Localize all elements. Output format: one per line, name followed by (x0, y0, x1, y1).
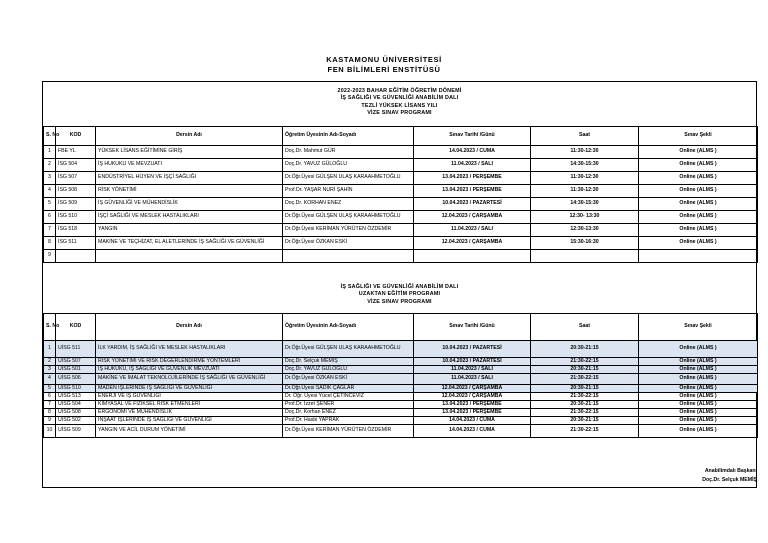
cell-time: 14:30-15:30 (531, 159, 639, 172)
section1-heading-line: 2022-2023 BAHAR EĞİTİM ÖĞRETİM DÖNEMİ (337, 88, 462, 94)
section1-heading-line: İŞ SAĞLIĞI VE GÜVENLİĞİ ANABİLİM DALI (340, 95, 459, 102)
cell-date: 13.04.2023 / PERŞEMBE (414, 401, 531, 409)
cell-instructor: Dr.Öğr.Üyesi ÖZKAN ESKİ (283, 374, 414, 385)
cell-type: Online (ALMS ) (639, 172, 758, 185)
cell-time: 11:30-12:30 (531, 185, 639, 198)
cell-no: 7 (44, 401, 56, 409)
cell-time: 21:30-22:15 (531, 425, 639, 438)
cell-time: 14:30-15:30 (531, 198, 639, 211)
cell-course: İLK YARDIM, İŞ SAĞLIĞI VE MESLEK HASTALIKLARI (96, 341, 283, 358)
cell-no: 5 (44, 385, 56, 393)
cell-instructor: Doç.Dr. YAVUZ GÜLOĞLU (283, 366, 414, 374)
section2-heading-line: VİZE SINAV PROGRAMI (367, 298, 432, 305)
col-header-type: Sınav Şekli (639, 127, 758, 146)
thesis-exam-table (43, 126, 758, 263)
cell-time: 15:30-16:30 (531, 237, 639, 250)
cell-time: 20:30-21:15 (531, 341, 639, 358)
section1-heading-line: TEZLİ YÜKSEK LİSANS YILI (361, 102, 438, 109)
cell-instructor: Doç.Dr. KORHAN ENEZ (283, 198, 414, 211)
cell-code: UİSG 513 (56, 393, 96, 401)
cell-course: YÜKSEK LİSANS EĞİTİMİNE GİRİŞ (96, 146, 283, 159)
cell-instructor (283, 250, 414, 263)
schedule-frame (42, 81, 757, 488)
cell-course: RİSK YÖNETİMİ VE RİSK DEĞERLENDİRME YÖNTEMLERİ (96, 358, 283, 366)
cell-course: RİSK YÖNETİMİ (96, 185, 283, 198)
cell-code: İSG 518 (56, 224, 96, 237)
cell-type: Online (ALMS ) (639, 366, 758, 374)
cell-instructor: Prof.Dr. İzzet ŞENER (283, 401, 414, 409)
table-row (44, 358, 758, 366)
cell-course: ENERJİ VE İŞ GÜVENLİĞİ (96, 393, 283, 401)
cell-instructor: Dr.Öğr.Üyesi KERİMAN YÜRÜTEN ÖZDEMİR (283, 425, 414, 438)
cell-code: İSG 508 (56, 185, 96, 198)
cell-date: 13.04.2023 / PERŞEMBE (414, 172, 531, 185)
cell-type: Online (ALMS ) (639, 401, 758, 409)
col-header-code: KOD (56, 127, 96, 146)
cell-code: UİSG 508 (56, 409, 96, 417)
cell-instructor: Dr. Öğr. Üyesi Yücel ÇETİNCEVİZ (283, 393, 414, 401)
cell-type: Online (ALMS ) (639, 198, 758, 211)
section1-heading (43, 88, 756, 117)
cell-date: 14.04.2023 / CUMA (414, 425, 531, 438)
cell-code: UİSG 501 (56, 366, 96, 374)
cell-type: Online (ALMS ) (639, 159, 758, 172)
cell-time: 20:30-21:15 (531, 385, 639, 393)
cell-type: Online (ALMS ) (639, 417, 758, 425)
table-row (44, 211, 758, 224)
cell-date: 13.04.2023 / PERŞEMBE (414, 185, 531, 198)
cell-no: 2 (44, 159, 56, 172)
cell-time: 11:30-12:30 (531, 172, 639, 185)
cell-course: MAKİNE VE İMALAT TEKNOLOJİLERİNDE İŞ SAĞLIĞI VE GÜVENLİĞİ (96, 374, 283, 385)
cell-course: İŞ HUKUKU, İŞ SAĞLIĞI VE GÜVENLİK MEVZUATI (96, 366, 283, 374)
cell-code (56, 250, 96, 263)
cell-course: ERGONOMİ VE MÜHENDİSLİK (96, 409, 283, 417)
table-row (44, 159, 758, 172)
cell-time: 12:30- 13:30 (531, 211, 639, 224)
cell-type: Online (ALMS ) (639, 425, 758, 438)
table-row (44, 366, 758, 374)
institute-title: FEN BİLİMLERİ ENSTİTÜSÜ (327, 65, 441, 74)
cell-time: 20:30-21:15 (531, 366, 639, 374)
cell-type: Online (ALMS ) (639, 374, 758, 385)
cell-time (531, 250, 639, 263)
cell-course: ENDÜSTRİYEL HİJYEN VE İŞÇİ SAĞLIĞI (96, 172, 283, 185)
cell-date: 10.04.2023 / PAZARTESİ (414, 341, 531, 358)
cell-instructor: Doç.Dr. Mahmut GÜR (283, 146, 414, 159)
cell-code: FBE YL (56, 146, 96, 159)
cell-no: 8 (44, 237, 56, 250)
cell-type: Online (ALMS ) (639, 237, 758, 250)
cell-no: 1 (44, 146, 56, 159)
cell-instructor: Dr.Öğr.Üyesi GÜLŞEN ULAŞ KARAAHMETOĞLU (283, 172, 414, 185)
cell-code: İSG 510 (56, 211, 96, 224)
cell-type: Online (ALMS ) (639, 385, 758, 393)
cell-instructor: Dr.Öğr.Üyesi GÜLŞEN ULAŞ KARAAHMETOĞLU (283, 211, 414, 224)
cell-instructor: Doç.Dr. Selçuk MEMİŞ (283, 358, 414, 366)
cell-instructor: Dr.Öğr.Üyesi KERİMAN YÜRÜTEN ÖZDEMİR (283, 224, 414, 237)
cell-date: 14.04.2023 / CUMA (414, 417, 531, 425)
table-row (44, 250, 758, 263)
cell-no: 10 (44, 425, 56, 438)
col-header-type: Sınav Şekli (639, 314, 758, 341)
cell-code: UİSG 509 (56, 425, 96, 438)
cell-no: 4 (44, 374, 56, 385)
cell-type: Online (ALMS ) (639, 224, 758, 237)
cell-date: 10.04.2023 / PAZARTESİ (414, 198, 531, 211)
cell-course: İNŞAAT İŞLERİNDE İŞ SAĞLIĞI VE GÜVENLİĞİ (96, 417, 283, 425)
table-header-row (44, 314, 758, 341)
col-header-date: Sınav Tarihi /Günü (414, 314, 531, 341)
cell-code: UİSG 510 (56, 385, 96, 393)
cell-date: 12.04.2023 / ÇARŞAMBA (414, 393, 531, 401)
cell-code: UİSG 502 (56, 417, 96, 425)
table-row (44, 401, 758, 409)
cell-time: 21:30-22:15 (531, 358, 639, 366)
col-header-date: Sınav Tarihi /Günü (414, 127, 531, 146)
cell-instructor: Prof.Dr. YAŞAR NURİ ŞAHİN (283, 185, 414, 198)
distance-exam-table (43, 313, 758, 438)
table-row (44, 417, 758, 425)
cell-no: 3 (44, 172, 56, 185)
cell-type (639, 250, 758, 263)
cell-no: 9 (44, 417, 56, 425)
cell-course: İŞÇİ SAĞLIĞI VE MESLEK HASTALIKLARI (96, 211, 283, 224)
col-header-instructor: Öğretim Üyesinin Adı-Soyadı (283, 127, 414, 146)
cell-no: 4 (44, 185, 56, 198)
cell-time: 20:30-21:15 (531, 417, 639, 425)
cell-time: 21:30-22:15 (531, 393, 639, 401)
table-row (44, 374, 758, 385)
cell-time: 12:30-13:30 (531, 224, 639, 237)
cell-code: UİSG 506 (56, 374, 96, 385)
cell-no: 6 (44, 211, 56, 224)
signature-name: Doç.Dr. Selçuk MEMİŞ (702, 477, 757, 483)
cell-course (96, 250, 283, 263)
table-row (44, 172, 758, 185)
cell-course: YANGIN (96, 224, 283, 237)
col-header-no: S. No (44, 127, 56, 146)
col-header-time: Saat (531, 127, 639, 146)
cell-type: Online (ALMS ) (639, 409, 758, 417)
cell-time: 20:30-21:15 (531, 401, 639, 409)
signature-title: Anabilimdalı Başkanı (704, 468, 757, 474)
col-header-no: S. No (44, 314, 56, 341)
cell-course: MADEN İŞLERİNDE İŞ SAĞLIĞI VE GÜVENLİĞİ (96, 385, 283, 393)
cell-date: 12.04.2023 / ÇARŞAMBA (414, 385, 531, 393)
table-row (44, 146, 758, 159)
cell-no: 2 (44, 358, 56, 366)
cell-no: 9 (44, 250, 56, 263)
cell-type: Online (ALMS ) (639, 341, 758, 358)
cell-instructor: Dr.Öğr.Üyesi GÜLŞEN ULAŞ KARAAHMETOĞLU (283, 341, 414, 358)
col-header-instructor: Öğretim Üyesinin Adı-Soyadı (283, 314, 414, 341)
cell-no: 1 (44, 341, 56, 358)
cell-time: 11:30-12:30 (531, 146, 639, 159)
col-header-time: Saat (531, 314, 639, 341)
table-row (44, 198, 758, 211)
section2-heading-line: UZAKTAN EĞİTİM PROGRAMI (358, 291, 441, 298)
cell-code: UİSG 511 (56, 341, 96, 358)
cell-code: İSG 509 (56, 198, 96, 211)
cell-code: İSG 504 (56, 159, 96, 172)
cell-date: 11.04.2023 / SALI (414, 366, 531, 374)
cell-date: 12.04.2023 / ÇARŞAMBA (414, 211, 531, 224)
table-row (44, 224, 758, 237)
cell-type: Online (ALMS ) (639, 185, 758, 198)
col-header-code: KOD (56, 314, 96, 341)
cell-instructor: Doç.Dr. YAVUZ GÜLOĞLU (283, 159, 414, 172)
cell-date: 11.04.2023 / SALI (414, 224, 531, 237)
table-row (44, 393, 758, 401)
cell-code: UİSG 507 (56, 358, 96, 366)
cell-date: 13.04.2023 / PERŞEMBE (414, 409, 531, 417)
table-row (44, 185, 758, 198)
cell-date: 11.04.2023 / SALI (414, 159, 531, 172)
cell-course: YANGIN VE ACİL DURUM YÖNETİMİ (96, 425, 283, 438)
cell-date: 14.04.2023 / CUMA (414, 146, 531, 159)
table-header-row (44, 127, 758, 146)
cell-course: İŞ GÜVENLİĞİ VE MÜHENDİSLİK (96, 198, 283, 211)
col-header-course: Dersin Adı (96, 127, 283, 146)
cell-no: 7 (44, 224, 56, 237)
table-row (44, 409, 758, 417)
cell-code: İSG 511 (56, 237, 96, 250)
cell-type: Online (ALMS ) (639, 146, 758, 159)
cell-instructor: Prof.Dr. Hasbi YAPRAK (283, 417, 414, 425)
cell-type: Online (ALMS ) (639, 358, 758, 366)
cell-code: İSG 507 (56, 172, 96, 185)
table-row (44, 341, 758, 358)
cell-date: 12.04.2023 / ÇARŞAMBA (414, 237, 531, 250)
cell-date (414, 250, 531, 263)
cell-no: 5 (44, 198, 56, 211)
table-row (44, 385, 758, 393)
cell-course: KİMYASAL VE FİZİKSEL RİSK ETMENLERİ (96, 401, 283, 409)
cell-date: 10.04.2023 / PAZARTESİ (414, 358, 531, 366)
col-header-course: Dersin Adı (96, 314, 283, 341)
cell-time: 21:30-22:15 (531, 409, 639, 417)
cell-type: Online (ALMS ) (639, 211, 758, 224)
cell-instructor: Dr.Öğr.Üyesi SADIK ÇAĞLAR (283, 385, 414, 393)
cell-no: 3 (44, 366, 56, 374)
cell-type: Online (ALMS ) (639, 393, 758, 401)
cell-code: UİSG 504 (56, 401, 96, 409)
section2-heading (43, 284, 756, 306)
table-row (44, 425, 758, 438)
cell-no: 6 (44, 393, 56, 401)
cell-date: 11.04.2023 / SALI (414, 374, 531, 385)
table-row (44, 237, 758, 250)
cell-course: MAKİNE VE TEÇHİZAT, EL ALETLERİNDE İŞ SAĞLIĞI VE GÜVENLİĞİ (96, 237, 283, 250)
cell-course: İŞ HUKUKU VE MEVZUATI (96, 159, 283, 172)
cell-instructor: Doç.Dr. Korhan ENEZ (283, 409, 414, 417)
cell-time: 21:30-22:15 (531, 374, 639, 385)
cell-instructor: Dr.Öğr.Üyesi ÖZKAN ESKİ (283, 237, 414, 250)
university-title: KASTAMONU ÜNİVERSİTESİ (326, 55, 442, 64)
section2-heading-line: İŞ SAĞLIĞI VE GÜVENLİĞİ ANABİLİM DALI (340, 284, 459, 290)
cell-no: 8 (44, 409, 56, 417)
section1-heading-line: VİZE SINAV PROGRAMI (367, 109, 432, 116)
